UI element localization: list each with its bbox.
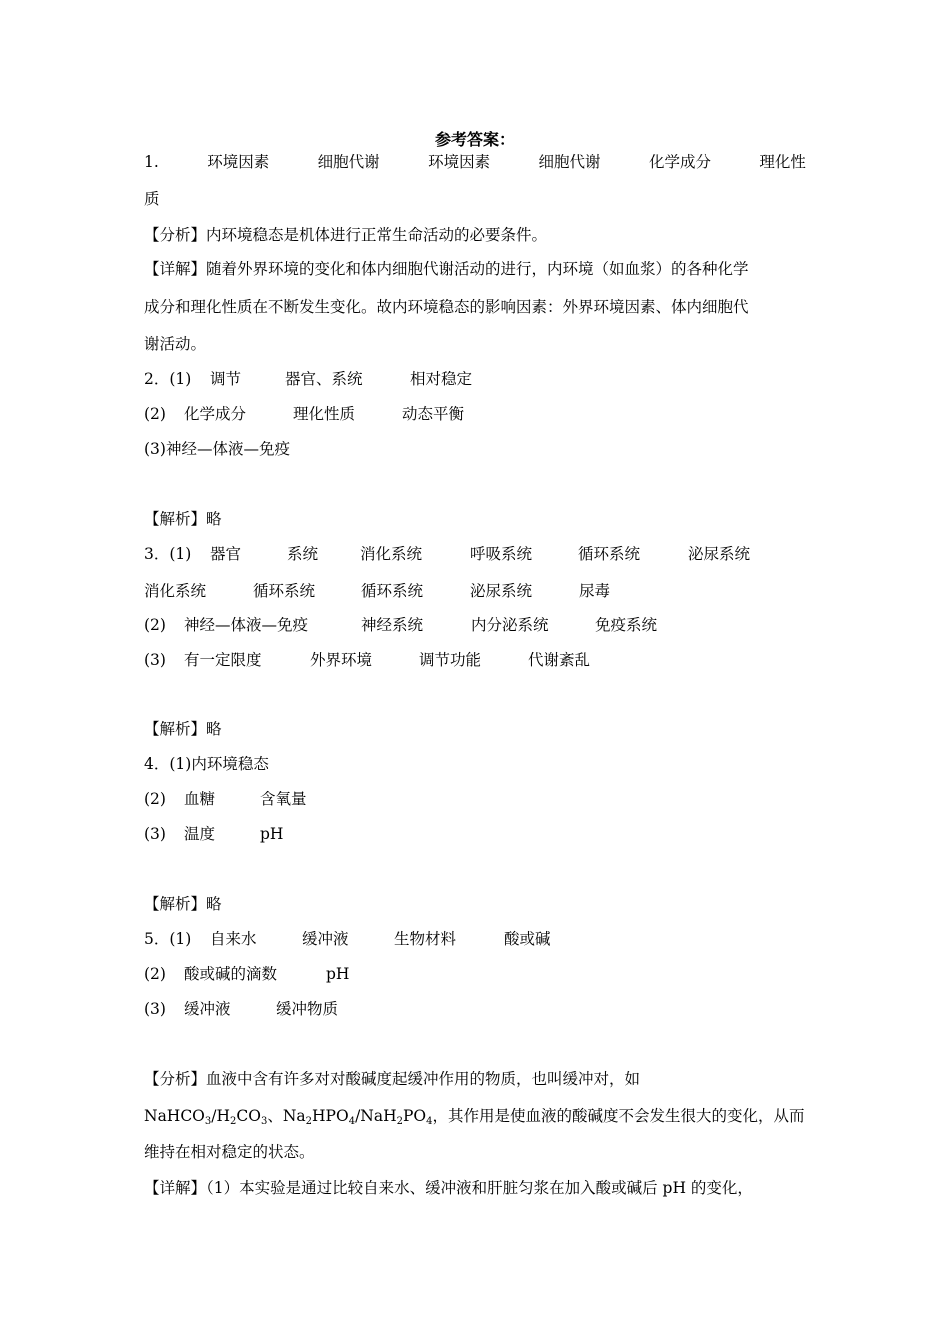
q3-answer: 免疫系统 <box>595 616 658 634</box>
q5-detail-line1 <box>144 1177 753 1199</box>
part-number: (3) <box>144 825 166 843</box>
q4-jiexi <box>144 893 222 915</box>
q2-jiexi <box>144 508 222 530</box>
formula-subscript: 3 <box>260 1116 268 1127</box>
q3-answer: 器官 <box>210 545 242 563</box>
chemical-formula <box>144 1107 433 1125</box>
q4-answer: 血糖 <box>184 790 216 808</box>
q4-answer: 含氧量 <box>260 790 307 808</box>
q5-answer: 酸或碱 <box>504 930 551 948</box>
q5-answer: 生物材料 <box>394 930 457 948</box>
part-number: (2) <box>144 790 166 808</box>
part-number: (2) <box>144 965 166 983</box>
q3-answer: 泌尿系统 <box>688 545 751 563</box>
q1-answer: 理化性 <box>759 153 806 171</box>
analysis-text: 内环境稳态是机体进行正常生命活动的必要条件。 <box>206 226 548 244</box>
formula-subscript: 3 <box>204 1116 212 1127</box>
q4-part1: 4．(1)内环境稳态 <box>144 755 269 773</box>
q1-answer: 化学成分 <box>648 153 711 171</box>
q2-number: 2．(1) <box>144 370 192 388</box>
q5-analysis-line3: 维持在相对稳定的状态。 <box>144 1143 315 1161</box>
q1-answer: 细胞代谢 <box>317 153 380 171</box>
formula-part: CO <box>236 1107 261 1125</box>
q1-detail-line2: 成分和理化性质在不断发生变化。故内环境稳态的影响因素：外界环境因素、体内细胞代 <box>144 298 749 316</box>
detail-text: 随着外界环境的变化和体内细胞代谢活动的进行，内环境（如血浆）的各种化学 <box>206 260 749 278</box>
q5-part2 <box>144 963 349 985</box>
part-number: (3) <box>144 651 166 669</box>
formula-subscript: 2 <box>230 1116 237 1127</box>
q5-part1 <box>144 928 551 950</box>
analysis-text: ，其作用是使血液的酸碱度不会发生很大的变化，从而 <box>432 1107 805 1125</box>
analysis-tag: 【分析】 <box>144 226 207 244</box>
q2-answer: 器官、系统 <box>285 370 363 388</box>
q3-answer: 系统 <box>287 545 319 563</box>
detail-tag: 【详解】 <box>144 1179 207 1197</box>
q4-part3 <box>144 823 283 845</box>
q3-jiexi <box>144 718 222 740</box>
q3-part1 <box>144 543 750 565</box>
q3-answer: 调节功能 <box>419 651 482 669</box>
formula-subscript: 2 <box>396 1116 403 1127</box>
q5-answer: 缓冲液 <box>184 1000 231 1018</box>
q5-answer: 酸或碱的滴数 <box>184 965 278 983</box>
detail-tag: 【详解】 <box>144 260 207 278</box>
q5-number: 5．(1) <box>144 930 192 948</box>
q1-analysis <box>144 224 547 246</box>
q1-detail-line3: 谢活动。 <box>144 335 207 353</box>
q3-number: 3．(1) <box>144 545 192 563</box>
q5-analysis-line2 <box>144 1105 805 1127</box>
formula-subscript: 4 <box>426 1116 433 1127</box>
q1-detail-line1 <box>144 258 749 280</box>
q3-answer: 循环系统 <box>361 582 424 600</box>
q2-answer: 相对稳定 <box>410 370 473 388</box>
q5-answer: 自来水 <box>210 930 257 948</box>
q3-answer: 神经系统 <box>361 616 424 634</box>
q3-answer: 呼吸系统 <box>470 545 533 563</box>
q1-answer: 环境因素 <box>428 153 491 171</box>
page-title: 参考答案： <box>434 130 515 149</box>
q1-answer-wrap: 质 <box>144 190 160 208</box>
q2-part3: (3)神经—体液—免疫 <box>144 440 290 458</box>
q3-answer: 有一定限度 <box>184 651 262 669</box>
q3-answer: 外界环境 <box>310 651 373 669</box>
formula-part: PO <box>402 1107 427 1125</box>
q5-answer: 缓冲液 <box>302 930 349 948</box>
q2-answer: 化学成分 <box>184 405 247 423</box>
q2-part2 <box>144 403 464 425</box>
q1-answer-line <box>144 151 806 173</box>
jiexi-tag: 【解析】 <box>144 895 207 913</box>
q5-part3 <box>144 998 338 1020</box>
detail-text: （1）本实验是通过比较自来水、缓冲液和肝脏匀浆在加入酸或碱后 pH 的变化， <box>206 1179 753 1197</box>
q5-answer: 缓冲物质 <box>276 1000 339 1018</box>
q3-answer: 神经—体液—免疫 <box>184 616 309 634</box>
analysis-text: 血液中含有许多对对酸碱度起缓冲作用的物质，也叫缓冲对，如 <box>206 1070 641 1088</box>
formula-part: /NaH <box>355 1107 397 1125</box>
q3-part1-cont <box>144 580 610 602</box>
formula-part: /H <box>211 1107 231 1125</box>
q2-part1 <box>144 368 472 390</box>
q3-answer: 消化系统 <box>144 582 207 600</box>
q1-answer: 环境因素 <box>207 153 270 171</box>
formula-subscript: 2 <box>305 1116 313 1127</box>
q4-answer: pH <box>260 825 284 843</box>
q5-answer: pH <box>326 965 350 983</box>
q4-part2 <box>144 788 307 810</box>
q3-part3 <box>144 649 590 671</box>
q1-number: 1. <box>144 153 159 171</box>
q3-answer: 循环系统 <box>253 582 316 600</box>
formula-part: 、Na <box>267 1107 306 1125</box>
jiexi-tag: 【解析】 <box>144 720 207 738</box>
q3-answer: 内分泌系统 <box>471 616 549 634</box>
jiexi-text: 略 <box>206 720 222 738</box>
q3-part2 <box>144 614 657 636</box>
q2-answer: 动态平衡 <box>402 405 465 423</box>
q2-answer: 理化性质 <box>293 405 356 423</box>
q5-analysis-line1 <box>144 1068 640 1090</box>
part-number: (2) <box>144 405 166 423</box>
q3-answer: 循环系统 <box>578 545 641 563</box>
part-number: (2) <box>144 616 166 634</box>
formula-subscript: 4 <box>348 1116 356 1127</box>
q3-answer: 代谢紊乱 <box>528 651 591 669</box>
q3-answer: 消化系统 <box>360 545 423 563</box>
part-number: (3) <box>144 1000 166 1018</box>
analysis-tag: 【分析】 <box>144 1070 207 1088</box>
q4-answer: 温度 <box>184 825 216 843</box>
jiexi-text: 略 <box>206 895 222 913</box>
q3-answer: 泌尿系统 <box>470 582 533 600</box>
formula-part: NaHCO <box>144 1107 205 1125</box>
jiexi-text: 略 <box>206 510 222 528</box>
formula-part: HPO <box>312 1107 349 1125</box>
q2-answer: 调节 <box>210 370 242 388</box>
jiexi-tag: 【解析】 <box>144 510 207 528</box>
q3-answer: 尿毒 <box>579 582 611 600</box>
q1-answer: 细胞代谢 <box>538 153 601 171</box>
